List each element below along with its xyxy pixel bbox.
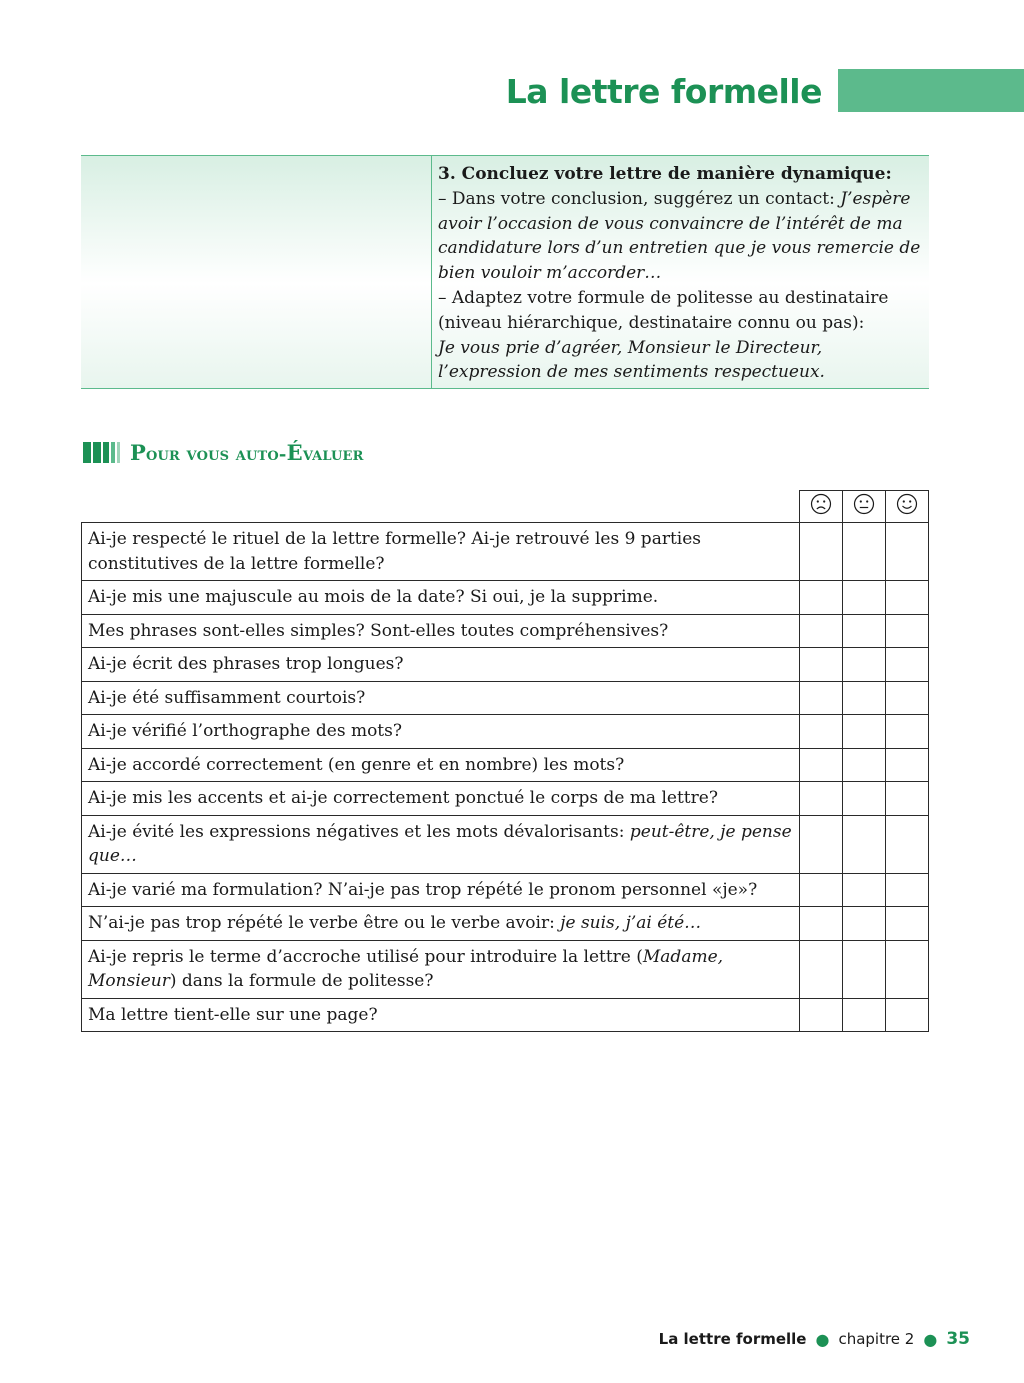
rating-cell-sad[interactable] <box>800 648 843 682</box>
rating-cell-neutral[interactable] <box>843 648 886 682</box>
rating-cell-happy[interactable] <box>886 748 929 782</box>
question-main-text: Ai-je été suffisamment courtois? <box>88 687 366 708</box>
table-row <box>82 873 929 907</box>
question-example-text: Madame, Monsieur <box>88 946 724 991</box>
rating-cell-sad[interactable] <box>800 523 843 581</box>
rating-cell-sad[interactable] <box>800 782 843 816</box>
page-footer <box>659 1329 970 1349</box>
rating-cell-neutral[interactable] <box>843 523 886 581</box>
question-main-text: Ai-je évité les expressions négatives et les mots dévalorisants: <box>88 821 630 842</box>
footer-chapter: chapitre 2 <box>838 1330 915 1348</box>
footer-bullet-icon: ● <box>923 1329 938 1349</box>
rating-cell-neutral[interactable] <box>843 815 886 873</box>
table-row <box>82 681 929 715</box>
tip-heading: 3. Concluez votre lettre de manière dynamique: <box>438 164 892 184</box>
rating-cell-neutral[interactable] <box>843 998 886 1032</box>
rating-cell-neutral[interactable] <box>843 782 886 816</box>
question-main-text: Mes phrases sont-elles simples? Sont-elles toutes compréhensives? <box>88 620 669 641</box>
table-row <box>82 748 929 782</box>
question-main-text: Ai-je respecté le rituel de la lettre formelle? Ai-je retrouvé les 9 parties constitutives de la lettre formelle? <box>88 529 702 574</box>
section-title-capital-e: É <box>286 440 303 465</box>
rating-cell-sad[interactable] <box>800 940 843 998</box>
rating-cell-neutral[interactable] <box>843 748 886 782</box>
rating-cell-sad[interactable] <box>800 998 843 1032</box>
title-accent-bar <box>838 69 1024 112</box>
tip-box-content <box>432 156 929 388</box>
section-title-part: our vous auto- <box>146 444 287 465</box>
table-header-blank <box>82 491 800 523</box>
tip-item-politeness-example: Je vous prie d’agréer, Monsieur le Directeur, l’expression de mes sentiments respectueux. <box>438 337 825 383</box>
table-row <box>82 940 929 998</box>
question-main-text: Ai-je accordé correctement (en genre et en nombre) les mots? <box>88 754 625 775</box>
question-text <box>82 681 800 715</box>
question-text <box>82 998 800 1032</box>
tip-item-contact-text: – Dans votre conclusion, suggérez un contact: <box>438 188 841 209</box>
section-title-end: valuer <box>302 444 364 465</box>
question-trailing-text: ) dans la formule de politesse? <box>169 971 434 991</box>
table-row <box>82 614 929 648</box>
table-row <box>82 523 929 581</box>
table-row <box>82 782 929 816</box>
rating-cell-sad[interactable] <box>800 581 843 615</box>
page-number: 35 <box>946 1329 970 1349</box>
page-title: La lettre formelle <box>505 72 822 111</box>
neutral-face-icon <box>843 491 886 523</box>
question-text <box>82 614 800 648</box>
question-main-text: Ai-je vérifié l’orthographe des mots? <box>88 721 402 741</box>
table-row <box>82 581 929 615</box>
rating-cell-neutral[interactable] <box>843 681 886 715</box>
table-row <box>82 715 929 749</box>
rating-cell-sad[interactable] <box>800 715 843 749</box>
question-text <box>82 715 800 749</box>
question-text <box>82 523 800 581</box>
rating-cell-sad[interactable] <box>800 614 843 648</box>
question-text <box>82 815 800 873</box>
rating-cell-neutral[interactable] <box>843 907 886 941</box>
tip-item-politeness <box>438 286 923 385</box>
rating-cell-happy[interactable] <box>886 648 929 682</box>
section-title-initial: P <box>130 440 146 465</box>
tip-item-contact-example: J’espère avoir l’occasion de vous convaincre de l’intérêt de ma candidature lors d’un entretien que je vous remercie de bien vouloir m’accorder… <box>438 188 921 284</box>
rating-cell-happy[interactable] <box>886 581 929 615</box>
question-main-text: Ma lettre tient-elle sur une page? <box>88 1004 378 1025</box>
rating-cell-sad[interactable] <box>800 815 843 873</box>
rating-cell-neutral[interactable] <box>843 873 886 907</box>
rating-cell-neutral[interactable] <box>843 715 886 749</box>
rating-cell-happy[interactable] <box>886 998 929 1032</box>
section-bars-icon <box>83 442 122 463</box>
tip-item-politeness-text: – Adaptez votre formule de politesse au destinataire (niveau hiérarchique, destinataire connu ou pas): <box>438 287 889 333</box>
question-text <box>82 940 800 998</box>
question-text <box>82 873 800 907</box>
question-main-text: Ai-je mis une majuscule au mois de la date? Si oui, je la supprime. <box>88 587 659 607</box>
sad-face-icon <box>800 491 843 523</box>
rating-cell-neutral[interactable] <box>843 940 886 998</box>
rating-cell-happy[interactable] <box>886 782 929 816</box>
rating-cell-happy[interactable] <box>886 681 929 715</box>
question-main-text: N’ai-je pas trop répété le verbe être ou le verbe avoir: <box>88 913 561 933</box>
rating-cell-happy[interactable] <box>886 523 929 581</box>
footer-bullet-icon: ● <box>815 1329 830 1349</box>
question-text <box>82 907 800 941</box>
rating-cell-sad[interactable] <box>800 748 843 782</box>
tip-item-contact <box>438 187 923 286</box>
rating-cell-happy[interactable] <box>886 715 929 749</box>
table-row <box>82 998 929 1032</box>
section-heading <box>83 440 364 465</box>
tip-box-left-panel <box>81 156 432 388</box>
question-main-text: Ai-je varié ma formulation? N’ai-je pas trop répété le pronom personnel «je»? <box>88 879 758 900</box>
table-row <box>82 815 929 873</box>
tip-box <box>81 155 929 389</box>
rating-cell-neutral[interactable] <box>843 581 886 615</box>
question-text <box>82 648 800 682</box>
self-evaluation-table <box>81 490 929 1032</box>
section-title <box>130 440 364 465</box>
rating-cell-sad[interactable] <box>800 873 843 907</box>
rating-cell-sad[interactable] <box>800 907 843 941</box>
table-row <box>82 907 929 941</box>
rating-cell-happy[interactable] <box>886 907 929 941</box>
footer-title: La lettre formelle <box>658 1330 807 1348</box>
question-main-text: Ai-je écrit des phrases trop longues? <box>88 654 404 674</box>
question-text <box>82 748 800 782</box>
rating-cell-happy[interactable] <box>886 614 929 648</box>
question-example-text: je suis, j’ai été… <box>560 913 702 933</box>
question-main-text: Ai-je mis les accents et ai-je correctement ponctué le corps de ma lettre? <box>88 788 718 808</box>
rating-cell-happy[interactable] <box>886 940 929 998</box>
happy-face-icon <box>886 491 929 523</box>
question-main-text: Ai-je repris le terme d’accroche utilisé pour introduire la lettre ( <box>88 946 643 967</box>
rating-cell-happy[interactable] <box>886 873 929 907</box>
rating-cell-neutral[interactable] <box>843 614 886 648</box>
question-example-text: peut-être, je pense que… <box>88 821 792 866</box>
question-text <box>82 581 800 615</box>
table-row <box>82 648 929 682</box>
rating-cell-happy[interactable] <box>886 815 929 873</box>
rating-cell-sad[interactable] <box>800 681 843 715</box>
question-text <box>82 782 800 816</box>
